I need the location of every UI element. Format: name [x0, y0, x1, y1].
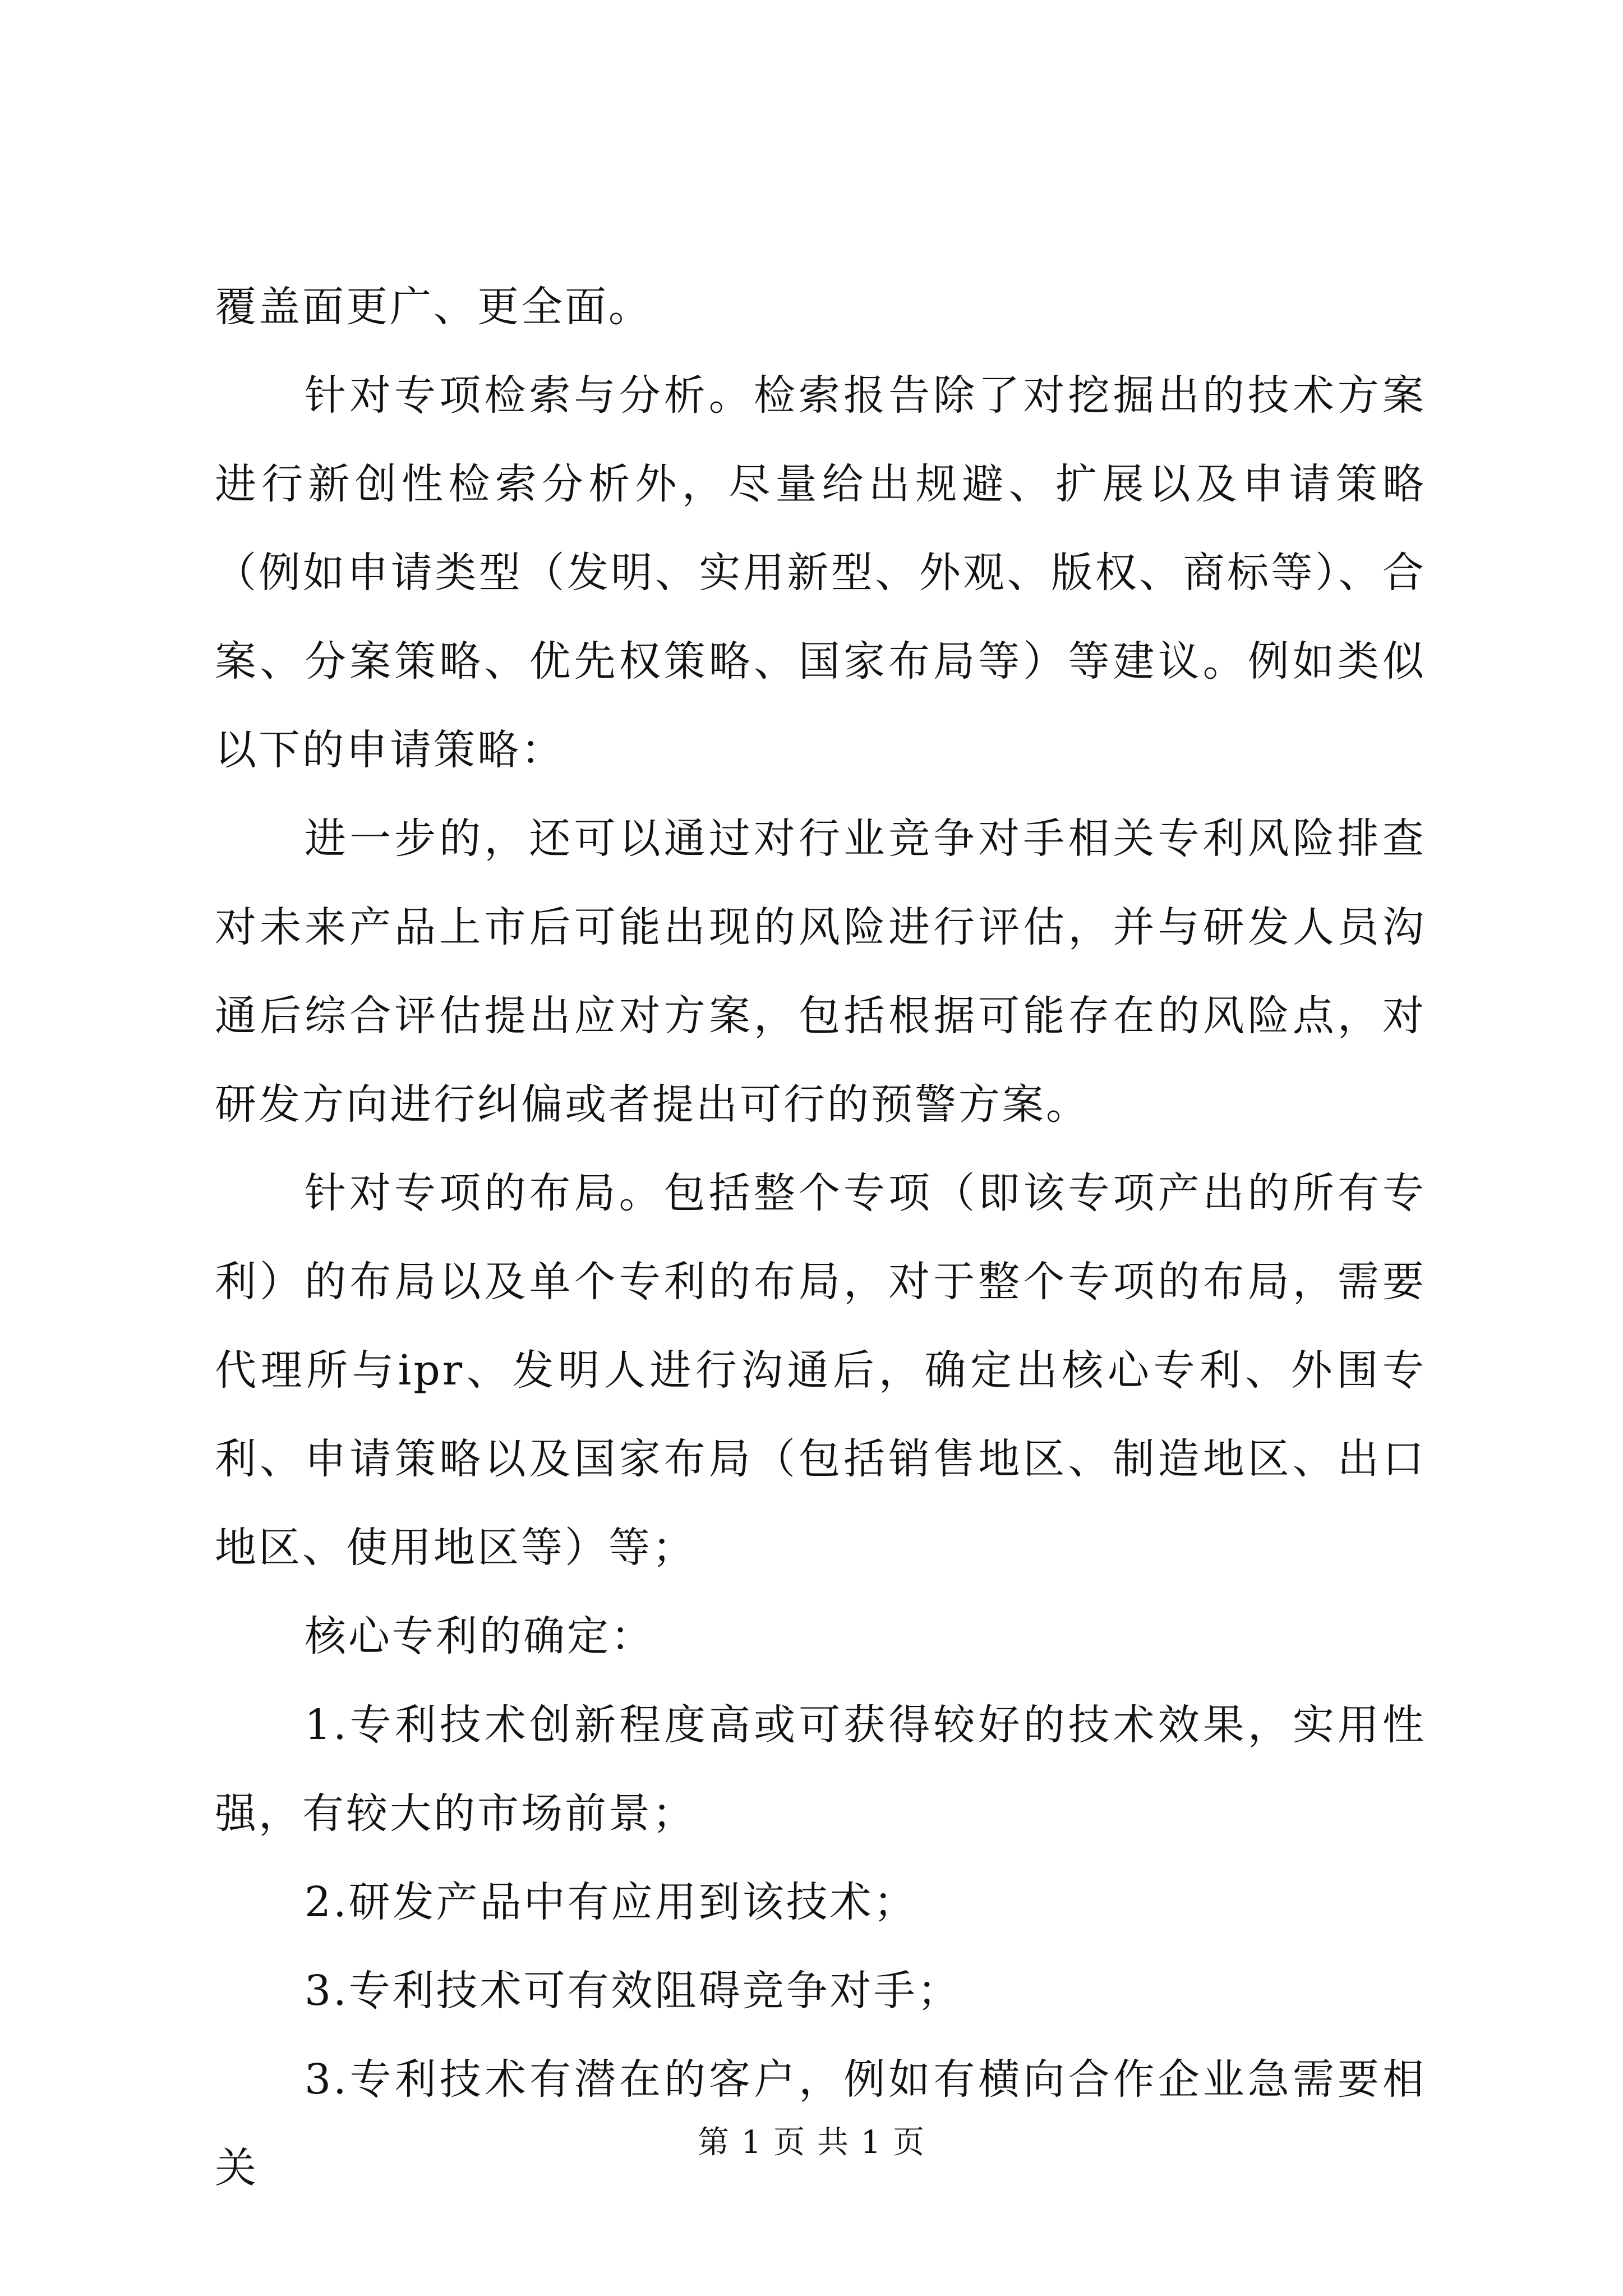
list-item-criterion-1: 1.专利技术创新程度高或可获得较好的技术效果，实用性强，有较大的市场前景； — [215, 1701, 1426, 1838]
paragraph-search-analysis: 针对专项检索与分析。检索报告除了对挖掘出的技术方案进行新创性检索分析外，尽量给出规避、扩展以及申请策略（例如申请类型（发明、实用新型、外观、版权、商标等）、合案、分案策略、优先权策略、国家布局等）等建议。例如类似以下的申请策略： — [215, 371, 1426, 774]
page-footer: 第 1 页 共 1 页 — [697, 2124, 926, 2161]
list-item-criterion-3b: 3.专利技术有潜在的客户，例如有横向合作企业急需要相关 — [215, 2055, 1426, 2192]
paragraph-risk-assessment: 进一步的，还可以通过对行业竞争对手相关专利风险排查对未来产品上市后可能出现的风险进行评估，并与研发人员沟通后综合评估提出应对方案，包括根据可能存在的风险点，对研发方向进行纠偏或者提出可行的预警方案。 — [215, 815, 1426, 1129]
document-body — [215, 263, 1426, 2212]
paragraph-project-layout: 针对专项的布局。包括整个专项（即该专项产出的所有专利）的布局以及单个专利的布局，对于整个专项的布局，需要代理所与ipr、发明人进行沟通后，确定出核心专利、外围专利、申请策略以及国家布局（包括销售地区、制造地区、出口地区、使用地区等）等； — [215, 1169, 1426, 1572]
paragraph-continuation: 覆盖面更广、更全面。 — [215, 283, 652, 331]
list-item-criterion-3: 3.专利技术可有效阻碍竞争对手； — [305, 1967, 961, 2015]
list-item-criterion-2: 2.研发产品中有应用到该技术； — [305, 1878, 917, 1926]
paragraph-core-patent-heading: 核心专利的确定： — [305, 1612, 654, 1660]
